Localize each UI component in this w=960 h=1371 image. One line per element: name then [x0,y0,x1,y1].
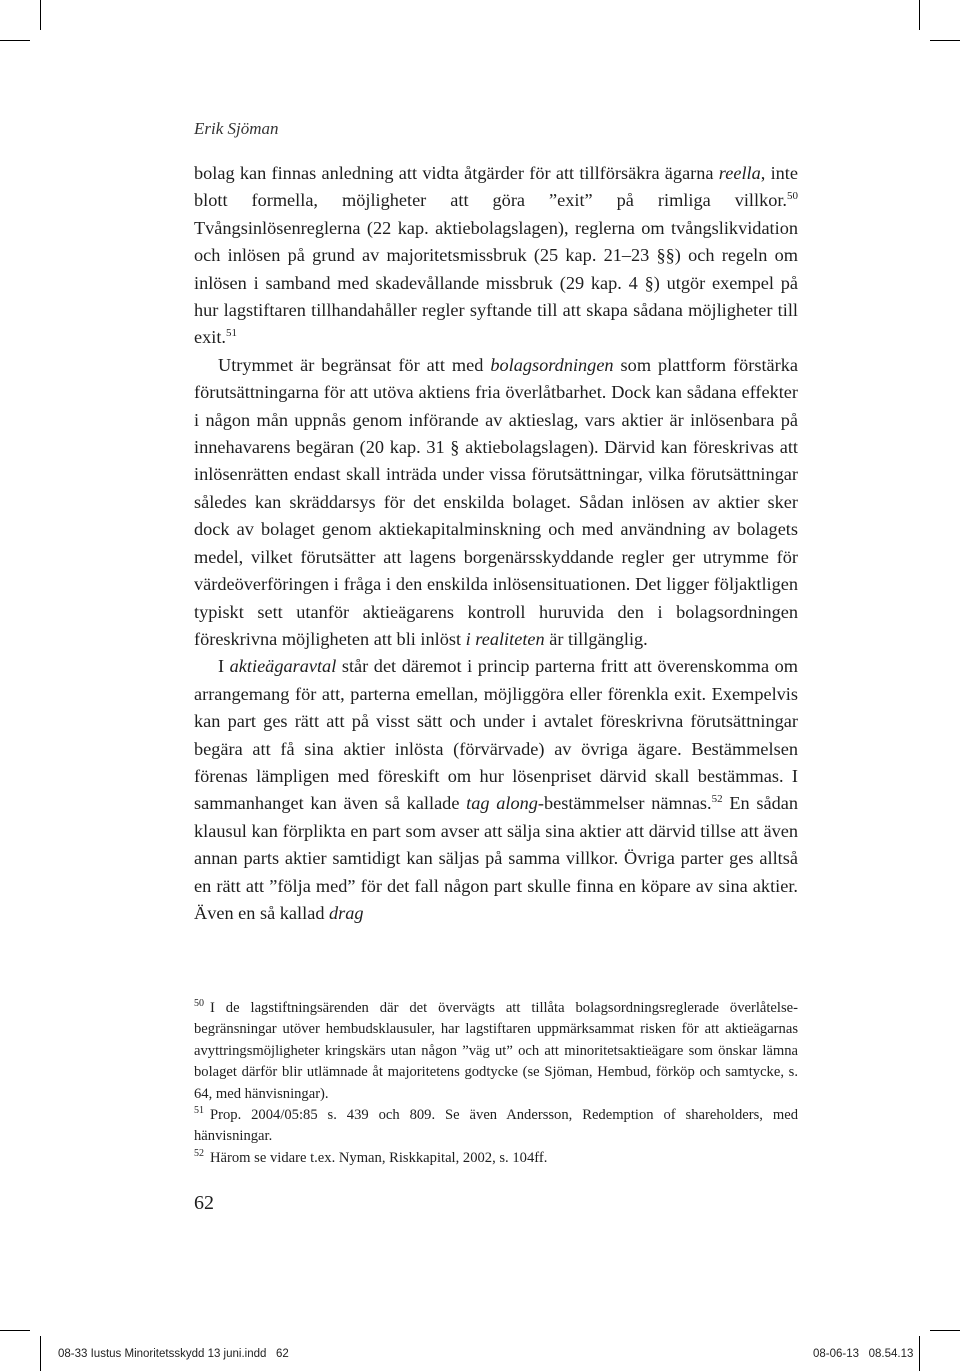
italic-text: aktieägaravtal [229,656,337,677]
text-span: är tillgänglig. [544,628,648,649]
footnotes [194,998,798,1169]
text-span: Utrymmet är begränsat för att med [218,354,491,375]
crop-mark [40,0,41,30]
footnote [194,1105,798,1148]
italic-text: i realiteten [465,628,545,649]
text-span: En sådan klausul kan förplikta en part som avser att sälja sina aktier att därvid tillse att även annan parts aktier samtidigt kan säljas på samma villkor. Övriga parter ges alltså en rätt att ”följa med” för det fall någon part skulle finna en köpare av sina aktier. Även en så kallad [194,793,798,923]
footnote [194,998,798,1105]
crop-mark [919,1336,920,1371]
running-header: Erik Sjöman [194,119,279,138]
footnote-number: 51 [194,1105,204,1117]
text-span: som plattform förstärka förutsättningarna för att utöva aktiens fria överlåtbarhet. Dock kan sådana effekter i någon mån uppnås genom införande av aktieslag, vars aktier är inlösenbara på innehavarens begäran (20 kap. 31 § aktiebolagslagen). Därvid kan föreskrivas att inlösenrätten endast skall inträda under vissa förutsättningar, vilka förutsättningar således kan skräddarsys för det enskilda bolaget. Sådan inlösen av aktier sker dock av bolaget genom aktiekapitalminskning och med användning av bolagets medel, vilket förutsätter att lagens borgenärsskyddande regler ger utrymme för värdeöverföringen i fråga i den enskilda inlösensituationen. Det ligger följaktligen typiskt sett utanför aktieägarens kontroll huruvida den i bolagsordningen föreskrivna möjligheten att bli inlöst [194,354,798,649]
text-span: står det däremot i princip parterna fritt att överenskomma om arrangemang för att, parterna emellan, möjliggöra eller förenkla exit. Exempelvis kan part ges rätt att på visst sätt och under i avtalet föreskrivna förutsättningar begära att få sina aktier inlösta (förvärvade) av övriga ägare. Bestämmelsen förenas lämpligen med föreskift om hur lösenpriset därvid skall bestämmas. I sammanhanget kan även så kallade [194,656,798,814]
text-span: bolag kan finnas anledning att vidta åtgärder för att tillförsäkra ägarna [194,163,719,183]
footnote-number: 52 [194,1147,204,1159]
text-span: -bestämmelser nämnas. [537,793,712,814]
crop-mark [0,40,30,41]
paragraph [194,653,798,927]
crop-mark [930,40,960,41]
crop-mark [930,1330,960,1331]
text-span: I [218,656,230,677]
italic-text: tag along [466,793,538,814]
footnote-ref: 51 [225,327,237,340]
slug-timestamp: 08-06-13 08.54.13 [813,1348,914,1360]
italic-text: bolagsordningen [490,354,614,375]
page-number: 62 [194,1192,214,1214]
footnote-text: Prop. 2004/05:85 s. 439 och 809. Se även Andersson, Redemption of shareholders, med hänvisningar. [194,1107,798,1145]
footnote-number: 50 [194,998,204,1010]
footnote-text: I de lagstiftningsärenden där det övervägts att tillåta bolagsordningsreglerade överlåtelsebegränsningar utöver hembudsklausuler, har lagstiftaren uppmärksammat risken för att aktieägarnas avyttringsmöjligheter kringskärs utan någon ”väg ut” och att minoritetsaktieägare som önskar lämna bolaget därför blir utlämnade åt majoritetens godtycke (se Sjöman, Hembud, förköp och samtycke, s. 64, med hänvisningar). [194,1000,798,1102]
italic-text: reella [718,163,761,183]
italic-text: drag [329,902,364,923]
footnote-ref: 52 [711,793,723,806]
footnote [194,1148,798,1169]
text-span: , inte blott formella, möjligheter att göra ”exit” på rimliga villkor. [194,163,798,211]
text-span: Tvångsinlösenreglerna (22 kap. aktiebolagslagen), reglerna om tvångslikvidation och inlösen på grund av majoritetsmissbruk (25 kap. 21–23 §§) och regeln om inlösen i samband med skadevållande missbruk (29 kap. 4 §) utgör exempel på hur lagstiftaren tillhandahåller regler syftande till att skapa sådana möjligheter till exit. [194,217,798,348]
paragraph [194,352,798,653]
body-text [194,160,798,927]
footnote-text: Härom se vidare t.ex. Nyman, Riskkapital, 2002, s. 104ff. [210,1149,548,1166]
crop-mark [0,1330,30,1331]
crop-mark [40,1336,41,1371]
paragraph [194,160,798,352]
footnote-ref: 50 [787,190,798,203]
slug-filename: 08-33 Iustus Minoritetsskydd 13 juni.indd 62 [58,1348,289,1360]
crop-mark [919,0,920,30]
